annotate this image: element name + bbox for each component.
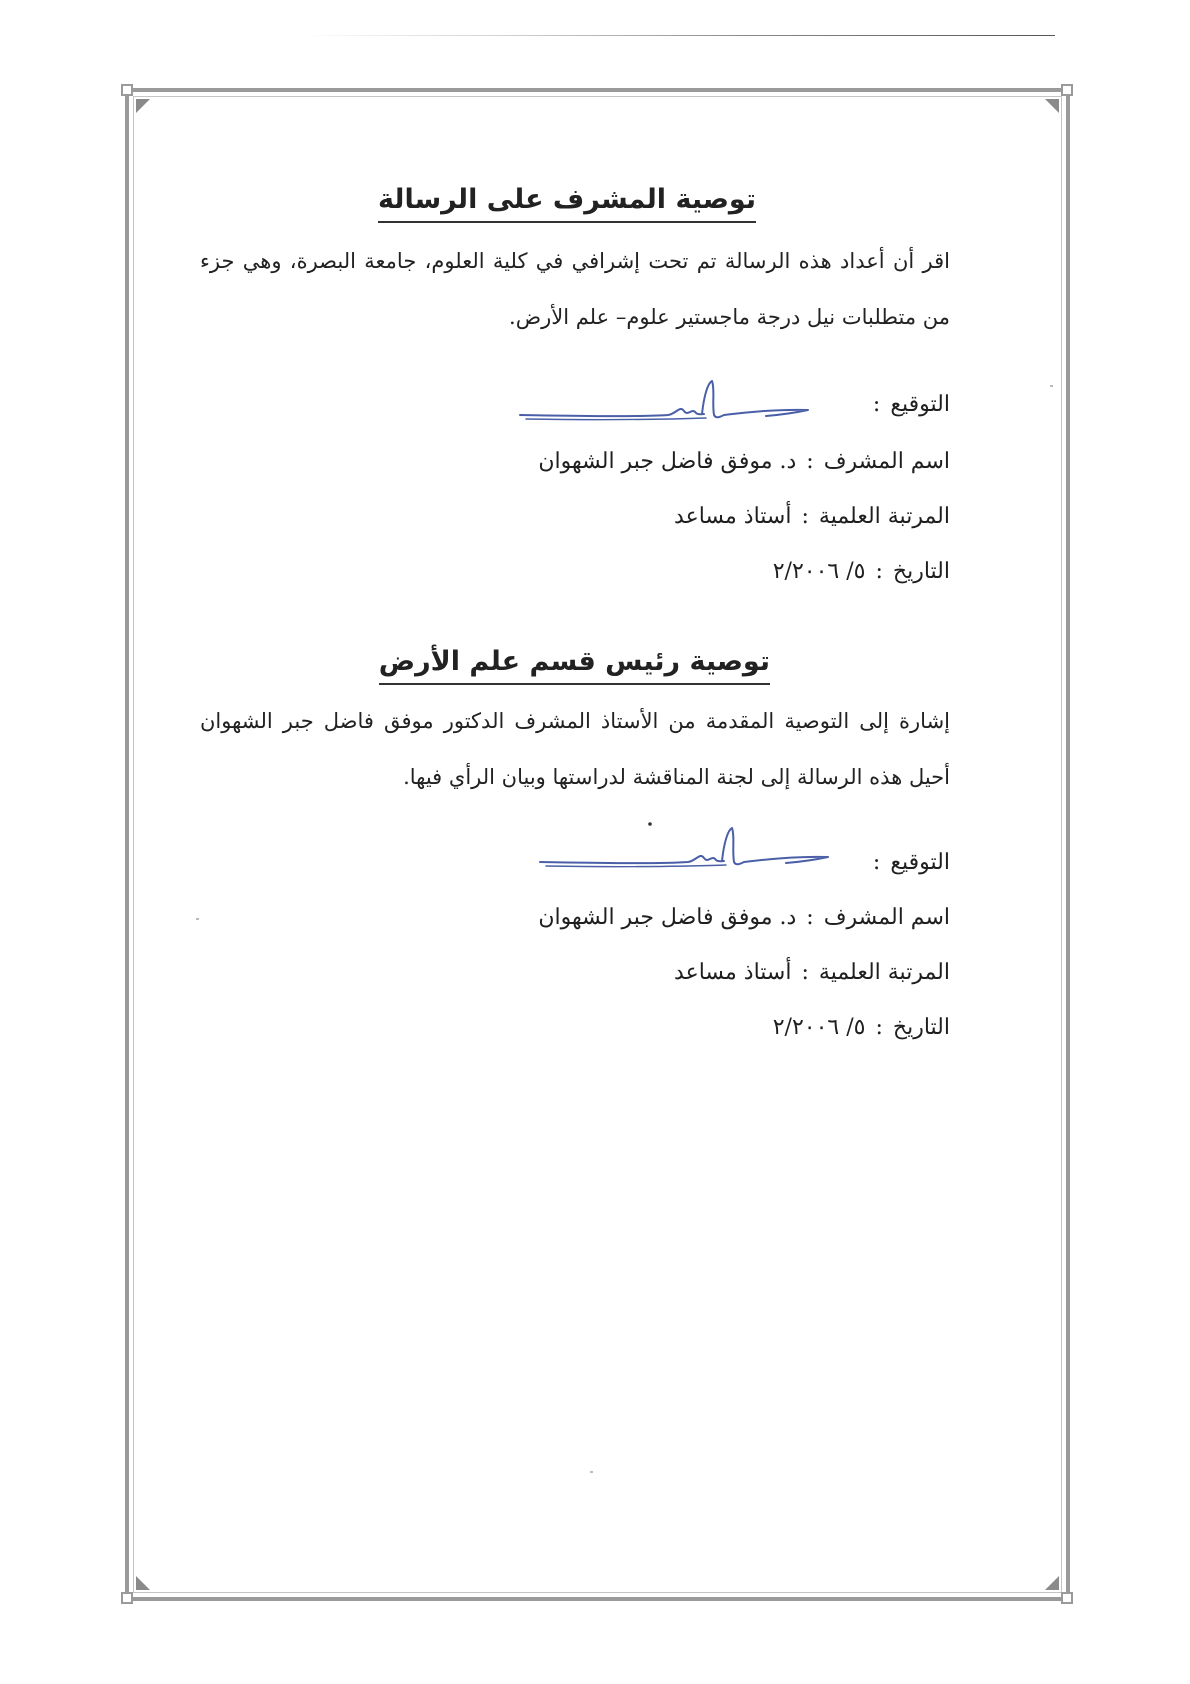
department-name-label: اسم المشرف: [823, 905, 950, 930]
supervisor-name-value: د. موفق فاضل جبر الشهوان: [538, 449, 797, 474]
supervisor-signature-separator: :: [872, 392, 881, 417]
department-signature-label: التوقيع: [890, 850, 950, 875]
corner-ornament-top-left: [136, 99, 150, 113]
department-rank-value: أستاذ مساعد: [674, 960, 792, 985]
supervisor-signature-label: التوقيع: [890, 392, 950, 417]
supervisor-name-label: اسم المشرف: [823, 449, 950, 474]
supervisor-date-row: [773, 557, 950, 587]
department-heading: توصية رئيس قسم علم الأرض: [379, 645, 770, 685]
department-signature-separator: :: [872, 850, 881, 875]
supervisor-rank-separator: :: [801, 504, 809, 529]
department-name-separator: :: [806, 905, 814, 930]
supervisor-rank-row: [674, 502, 950, 532]
supervisor-date-separator: :: [875, 559, 883, 584]
border-knot-top-left: [121, 84, 133, 96]
department-name-row: [538, 903, 950, 933]
scan-speck: [1050, 385, 1053, 387]
department-name-value: د. موفق فاضل جبر الشهوان: [538, 905, 797, 930]
scan-speck: [590, 1471, 593, 1473]
supervisor-signature-row: [863, 390, 950, 420]
corner-ornament-bottom-right: [1045, 1576, 1059, 1590]
corner-ornament-bottom-left: [136, 1576, 150, 1590]
border-knot-bottom-right: [1061, 1592, 1073, 1604]
department-signature: [538, 818, 838, 880]
department-date-row: [773, 1013, 950, 1043]
department-rank-separator: :: [801, 960, 809, 985]
corner-ornament-top-right: [1045, 99, 1059, 113]
department-signature-row: [863, 848, 950, 878]
department-date-separator: :: [875, 1015, 883, 1040]
supervisor-signature: [518, 375, 818, 437]
supervisor-name-separator: :: [806, 449, 814, 474]
department-paragraph: إشارة إلى التوصية المقدمة من الأستاذ المشرف الدكتور موفق فاضل جبر الشهوان أحيل هذه الرسالة إلى لجنة المناقشة لدراستها وبيان الرأي فيها.: [200, 709, 950, 789]
department-date-label: التاريخ: [892, 1015, 950, 1040]
border-knot-bottom-left: [121, 1592, 133, 1604]
supervisor-name-row: [538, 447, 950, 477]
border-knot-top-right: [1061, 84, 1073, 96]
supervisor-date-label: التاريخ: [892, 559, 950, 584]
scan-speck: [196, 918, 199, 920]
supervisor-rank-label: المرتبة العلمية: [818, 504, 950, 529]
supervisor-heading: توصية المشرف على الرسالة: [378, 183, 756, 223]
department-rank-row: [674, 958, 950, 988]
department-date-value: ٥/ ٢/٢٠٠٦: [772, 1015, 866, 1040]
department-rank-label: المرتبة العلمية: [818, 960, 950, 985]
top-rule: [300, 35, 1055, 36]
supervisor-paragraph: اقر أن أعداد هذه الرسالة تم تحت إشرافي في كلية العلوم، جامعة البصرة، وهي جزء من متطلبات نيل درجة ماجستير علوم– علم الأرض.: [200, 249, 950, 329]
supervisor-date-value: ٥/ ٢/٢٠٠٦: [772, 559, 866, 584]
supervisor-rank-value: أستاذ مساعد: [674, 504, 792, 529]
